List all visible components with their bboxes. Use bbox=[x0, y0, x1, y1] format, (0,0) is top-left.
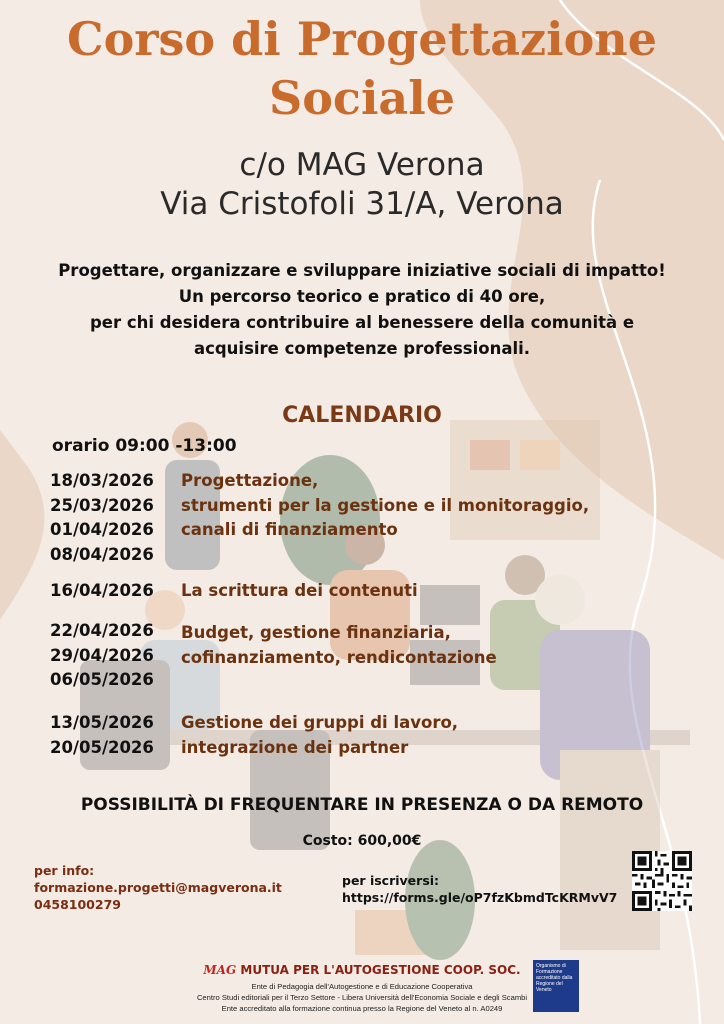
intro-text bbox=[40, 258, 684, 362]
organization-name bbox=[0, 963, 724, 977]
calendar-date: 16/04/2026 bbox=[50, 581, 154, 600]
intro-line: per chi desidera contribuire al benessere della comunità e bbox=[89, 313, 635, 332]
calendar-topic: Budget, gestione finanziaria, bbox=[181, 623, 451, 642]
intro-line: Progettare, organizzare e sviluppare iniziative sociali di impatto! bbox=[58, 261, 666, 280]
signup-block bbox=[342, 872, 617, 906]
calendar-block-topics bbox=[181, 711, 458, 760]
location-name: c/o MAG Verona bbox=[239, 147, 485, 183]
calendar-topic: integrazione dei partner bbox=[181, 737, 409, 757]
calendar-date: 18/03/2026 bbox=[50, 471, 154, 490]
regione-veneto-badge: Organismo di Formazione accreditato dalla Regione del Veneto bbox=[533, 960, 579, 1012]
calendar-date: 20/05/2026 bbox=[50, 737, 154, 757]
calendar-topic: Gestione dei gruppi di lavoro, bbox=[181, 713, 459, 732]
qr-code[interactable] bbox=[632, 851, 692, 911]
intro-line: Un percorso teorico e pratico di 40 ore, bbox=[178, 287, 546, 306]
calendar-date: 01/04/2026 bbox=[50, 520, 154, 539]
course-cost: Costo: 600,00€ bbox=[302, 833, 422, 849]
calendar-topic: cofinanziamento, rendicontazione bbox=[181, 647, 497, 667]
footer-line: Ente di Pedagogia dell'Autogestione e di Educazione Cooperativa bbox=[251, 982, 473, 991]
calendar-block-dates bbox=[50, 469, 154, 567]
footer-text bbox=[0, 981, 724, 1014]
calendar-block-topics bbox=[181, 621, 497, 670]
info-phone[interactable]: 0458100279 bbox=[34, 897, 121, 912]
attendance-note: POSSIBILITÀ DI FREQUENTARE IN PRESENZA O DA REMOTO bbox=[80, 795, 644, 815]
calendar-topic: La scrittura dei contenuti bbox=[181, 581, 418, 600]
location-address: Via Cristofoli 31/A, Verona bbox=[160, 186, 564, 222]
calendar-topic: Progettazione, bbox=[181, 471, 319, 490]
signup-label: per iscriversi: bbox=[342, 873, 440, 888]
calendar-block-dates bbox=[50, 579, 154, 604]
info-label: per info: bbox=[34, 863, 95, 878]
page-title-line2: Sociale bbox=[269, 71, 455, 125]
info-email-link[interactable]: formazione.progetti@magverona.it bbox=[34, 880, 282, 895]
info-block bbox=[34, 862, 282, 913]
calendar-date: 25/03/2026 bbox=[50, 495, 154, 515]
calendar-hours: orario 09:00 -13:00 bbox=[52, 436, 237, 456]
calendar-topic: strumenti per la gestione e il monitoraggio, bbox=[181, 495, 590, 515]
calendar-heading: CALENDARIO bbox=[282, 403, 442, 428]
mag-logo: MAG bbox=[203, 963, 237, 977]
intro-line: acquisire competenze professionali. bbox=[193, 339, 531, 358]
footer-line: Centro Studi editoriali per il Terzo Settore - Libera Università dell'Economia Sociale e degli Scambi bbox=[196, 993, 528, 1002]
calendar-block-dates bbox=[50, 619, 154, 693]
footer-line: Ente accreditato alla formazione continua presso la Regione del Veneto al n. A0249 bbox=[221, 1004, 503, 1013]
page-title-line1: Corso di Progettazione bbox=[66, 12, 657, 66]
calendar-date: 13/05/2026 bbox=[50, 713, 154, 732]
organization-title: MUTUA PER L'AUTOGESTIONE COOP. SOC. bbox=[240, 963, 521, 977]
calendar-block-dates bbox=[50, 711, 154, 760]
calendar-topic: canali di finanziamento bbox=[181, 520, 398, 539]
calendar-block-topics bbox=[181, 469, 589, 543]
calendar-date: 22/04/2026 bbox=[50, 621, 154, 640]
signup-link[interactable]: https://forms.gle/oP7fzKbmdTcKRMvV7 bbox=[342, 890, 618, 905]
calendar-date: 06/05/2026 bbox=[50, 670, 154, 689]
calendar-block-topics bbox=[181, 579, 418, 604]
calendar-date: 08/04/2026 bbox=[50, 544, 154, 564]
calendar-date: 29/04/2026 bbox=[50, 645, 154, 665]
